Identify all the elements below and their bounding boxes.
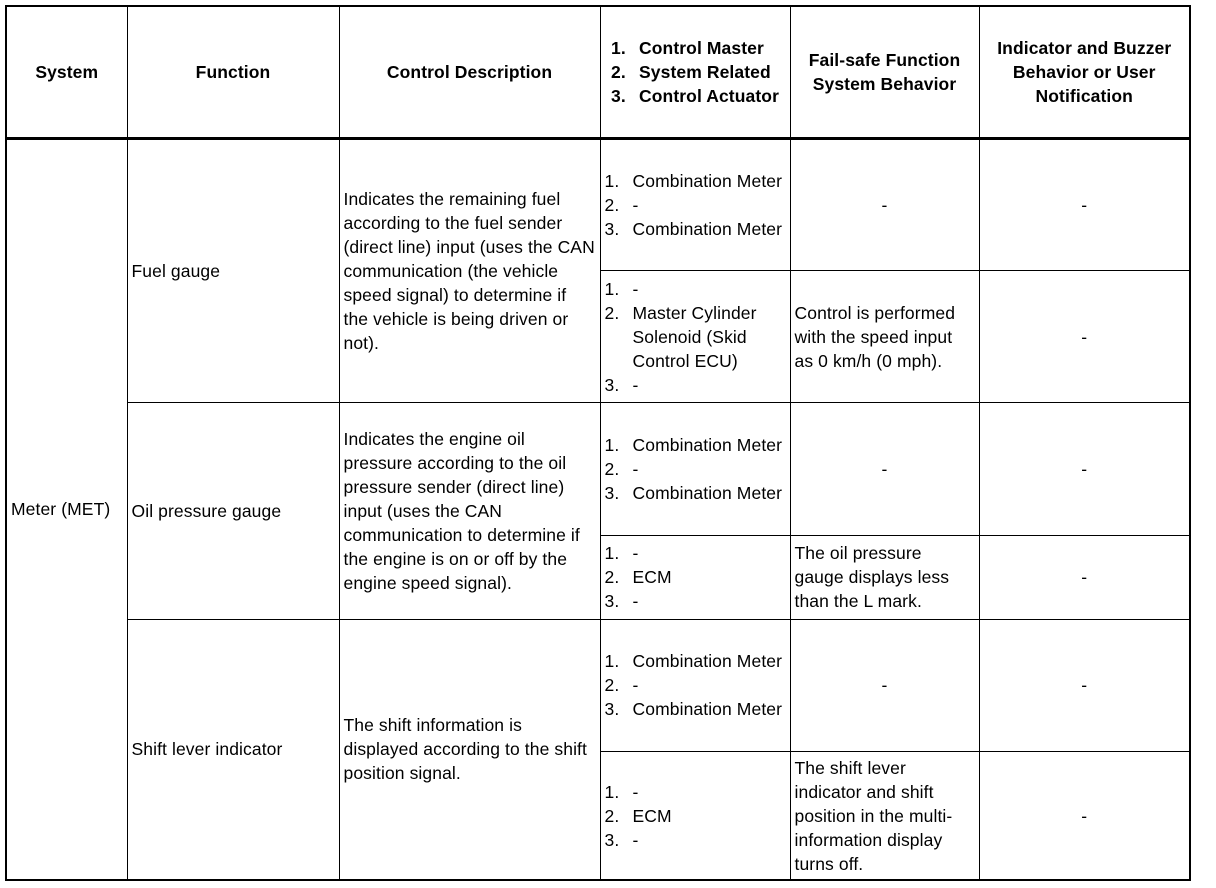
indicator-cell: - (979, 752, 1190, 880)
table-row (6, 403, 1190, 535)
description-cell: Indicates the engine oil pressure according to the oil pressure sender (direct line) input (uses the CAN communication to determine if the engine is on or off by the engine speed signal). (339, 403, 600, 620)
indicator-cell: - (979, 138, 1190, 270)
indicator-cell: - (979, 619, 1190, 751)
table-row (6, 138, 1190, 270)
header-control-description: Control Description (339, 6, 600, 138)
list-item: 1. - (604, 781, 639, 802)
list-item: 3. Combination Meter (604, 218, 783, 239)
header-function: Function (127, 6, 339, 138)
header-control-list (611, 36, 779, 108)
indicator-cell: - (979, 403, 1190, 535)
list-item: 1. Combination Meter (604, 434, 783, 455)
function-cell: Shift lever indicator (127, 619, 339, 880)
header-control-item: 2. System Related (611, 61, 771, 82)
header-control-items (600, 6, 790, 138)
list-item: 3. Combination Meter (604, 482, 783, 503)
fail-safe-cell: The shift lever indicator and shift position in the multi-information display turns off. (790, 752, 979, 880)
control-list (605, 780, 786, 852)
control-items-cell (600, 535, 790, 619)
fail-safe-cell: - (790, 138, 979, 270)
list-item: 2. Master Cylinder Solenoid (Skid Control ECU) (604, 302, 757, 371)
table-row (6, 619, 1190, 751)
control-items-cell (600, 403, 790, 535)
list-item: 3. - (604, 829, 639, 850)
header-fail-safe: Fail-safe Function System Behavior (790, 6, 979, 138)
indicator-cell: - (979, 535, 1190, 619)
header-row (6, 6, 1190, 138)
control-items-cell (600, 619, 790, 751)
list-item: 2. ECM (604, 567, 672, 588)
system-cell: Meter (MET) (6, 138, 127, 880)
control-items-cell (600, 138, 790, 270)
list-item: 1. - (604, 543, 639, 564)
header-control-item: 1. Control Master (611, 37, 764, 58)
header-indicator: Indicator and Buzzer Behavior or User Notification (979, 6, 1190, 138)
control-items-cell (600, 752, 790, 880)
fail-safe-table (5, 5, 1191, 881)
description-cell: Indicates the remaining fuel according to the fuel sender (direct line) input (uses the CAN communication (the vehicle speed signal) to determine if the vehicle is being driven or not). (339, 138, 600, 403)
control-list (605, 169, 786, 241)
fail-safe-cell: - (790, 619, 979, 751)
function-cell: Fuel gauge (127, 138, 339, 403)
control-items-cell (600, 270, 790, 402)
list-item: 1. Combination Meter (604, 170, 783, 191)
control-list (605, 541, 786, 613)
fail-safe-cell: The oil pressure gauge displays less than the L mark. (790, 535, 979, 619)
list-item: 3. - (604, 591, 639, 612)
control-list (605, 277, 786, 397)
fail-safe-cell: - (790, 403, 979, 535)
list-item: 1. Combination Meter (604, 651, 783, 672)
list-item: 3. Combination Meter (604, 699, 783, 720)
list-item: 2. ECM (604, 805, 672, 826)
function-cell: Oil pressure gauge (127, 403, 339, 620)
header-system: System (6, 6, 127, 138)
list-item: 2. - (604, 675, 639, 696)
list-item: 2. - (604, 194, 639, 215)
control-list (605, 433, 786, 505)
indicator-cell: - (979, 270, 1190, 402)
list-item: 2. - (604, 458, 639, 479)
header-control-item: 3. Control Actuator (611, 85, 779, 106)
description-cell: The shift information is displayed according to the shift position signal. (339, 619, 600, 880)
control-list (605, 649, 786, 721)
list-item: 3. - (604, 374, 639, 395)
list-item: 1. - (604, 278, 639, 299)
fail-safe-cell: Control is performed with the speed input as 0 km/h (0 mph). (790, 270, 979, 402)
